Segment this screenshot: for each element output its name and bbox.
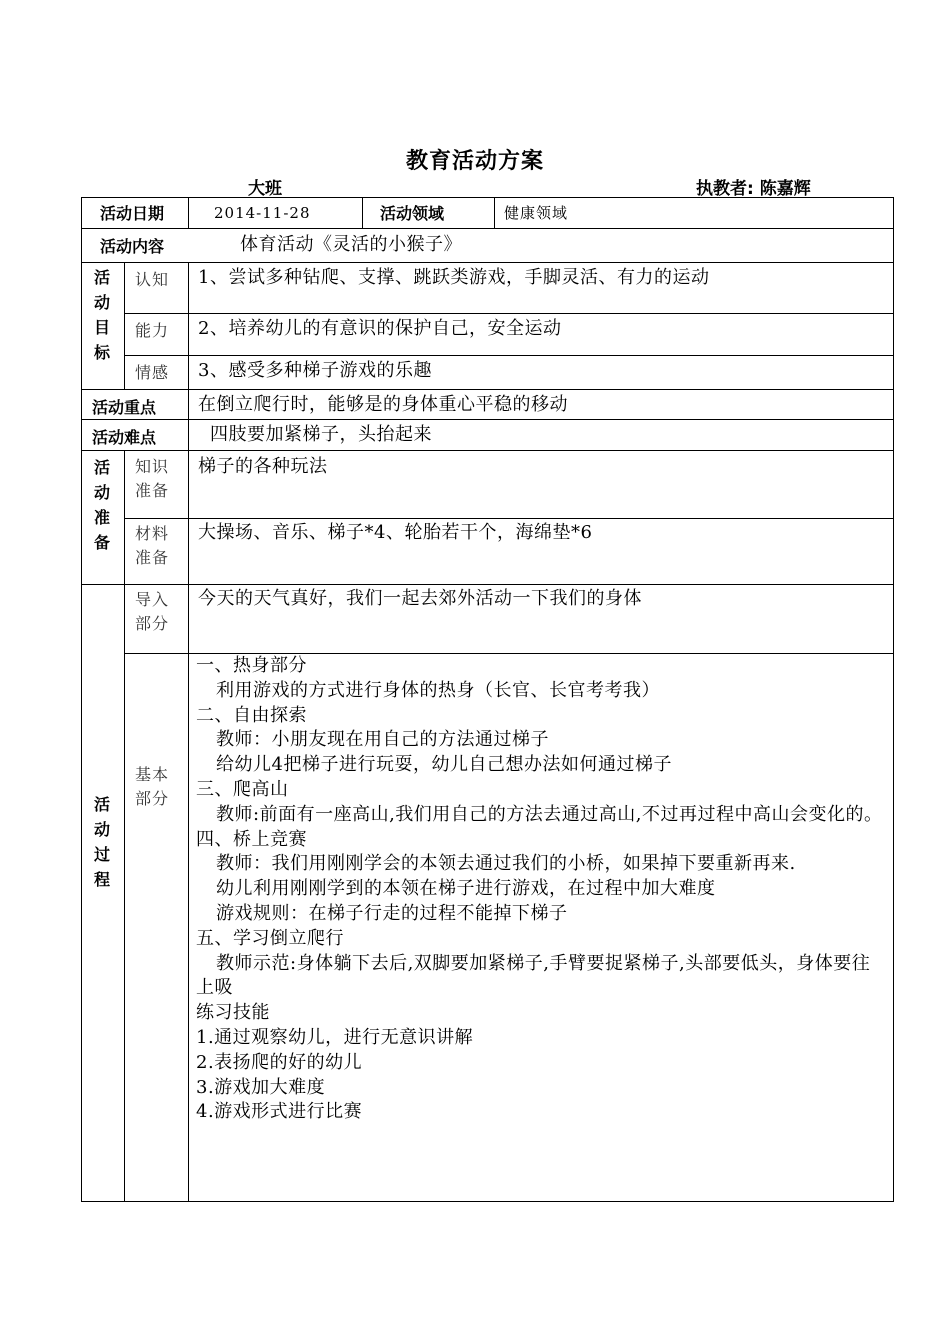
focus-text: 在倒立爬行时，能够是的身体重心平稳的移动 [198, 394, 568, 415]
process-sub-intro: 导入部分 [135, 590, 170, 633]
domain-value: 健康领域 [504, 204, 569, 222]
process-line: 幼儿利用刚刚学到的本领在梯子进行游戏，在过程中加大难度 [216, 878, 716, 900]
process-line: 练习技能 [196, 1002, 270, 1024]
process-line: 利用游戏的方式进行身体的热身（长官、长官考考我） [216, 679, 660, 701]
process-sub-basic: 基本部分 [135, 765, 170, 808]
goals-label: 活动目标 [93, 268, 110, 362]
goal-sub-emotion: 情感 [135, 363, 170, 382]
domain-label: 活动领域 [380, 204, 445, 223]
process-line: 1.通过观察幼儿，进行无意识讲解 [196, 1026, 474, 1048]
process-line: 四、桥上竞赛 [196, 828, 307, 850]
process-line: 五、学习倒立爬行 [196, 927, 344, 949]
date-label: 活动日期 [100, 204, 165, 223]
process-line: 教师:前面有一座高山,我们用自己的方法去通过高山,不过再过程中高山会变化的。 [216, 803, 883, 825]
goal-sub-ability: 能力 [135, 321, 170, 340]
process-intro-text: 今天的天气真好，我们一起去郊外活动一下我们的身体 [198, 588, 642, 609]
prep-label: 活动准备 [93, 458, 110, 552]
process-line: 教师：我们用刚刚学会的本领去通过我们的小桥，如果掉下要重新再来. [216, 853, 796, 875]
process-line: 4.游戏形式进行比赛 [196, 1101, 363, 1123]
process-line: 3.游戏加大难度 [196, 1076, 326, 1098]
process-line: 2.表扬爬的好的幼儿 [196, 1051, 363, 1073]
process-line: 一、热身部分 [196, 655, 307, 676]
process-line: 二、自由探索 [196, 704, 307, 726]
goal-text-cognition: 1、尝试多种钻爬、支撑、跳跃类游戏，手脚灵活、有力的运动 [198, 267, 710, 288]
content-label: 活动内容 [100, 237, 165, 256]
difficulty-text: 四肢要加紧梯子，头抬起来 [210, 424, 432, 445]
goal-text-emotion: 3、感受多种梯子游戏的乐趣 [198, 360, 432, 381]
process-basic-content [196, 654, 888, 1125]
goal-sub-cognition: 认知 [135, 270, 170, 289]
prep-sub-knowledge: 知识准备 [135, 457, 170, 500]
process-line: 教师：小朋友现在用自己的方法通过梯子 [216, 729, 549, 751]
process-line: 游戏规则：在梯子行走的过程不能掉下梯子 [216, 902, 568, 924]
prep-text-knowledge: 梯子的各种玩法 [198, 456, 328, 477]
prep-sub-materials: 材料准备 [135, 524, 170, 567]
focus-label: 活动重点 [92, 398, 157, 417]
date-value: 2014-11-28 [214, 204, 311, 222]
content-value: 体育活动《灵活的小猴子》 [240, 234, 462, 255]
document-title: 教育活动方案 [405, 149, 544, 174]
class-label: 大班 [248, 179, 282, 199]
prep-text-materials: 大操场、音乐、梯子*4、轮胎若干个，海绵垫*6 [198, 522, 593, 543]
goal-text-ability: 2、培养幼儿的有意识的保护自己，安全运动 [198, 318, 562, 339]
difficulty-label: 活动难点 [92, 428, 157, 447]
teacher-label: 执教者: 陈嘉辉 [696, 179, 811, 199]
process-label: 活动过程 [93, 795, 110, 889]
process-line: 给幼儿4把梯子进行玩耍，幼儿自己想办法如何通过梯子 [216, 754, 672, 776]
process-line: 三、爬高山 [196, 778, 289, 800]
process-line: 教师示范:身体躺下去后,双脚要加紧梯子,手臂要捉紧梯子,头部要低头，身体要往上吸 [196, 952, 871, 999]
